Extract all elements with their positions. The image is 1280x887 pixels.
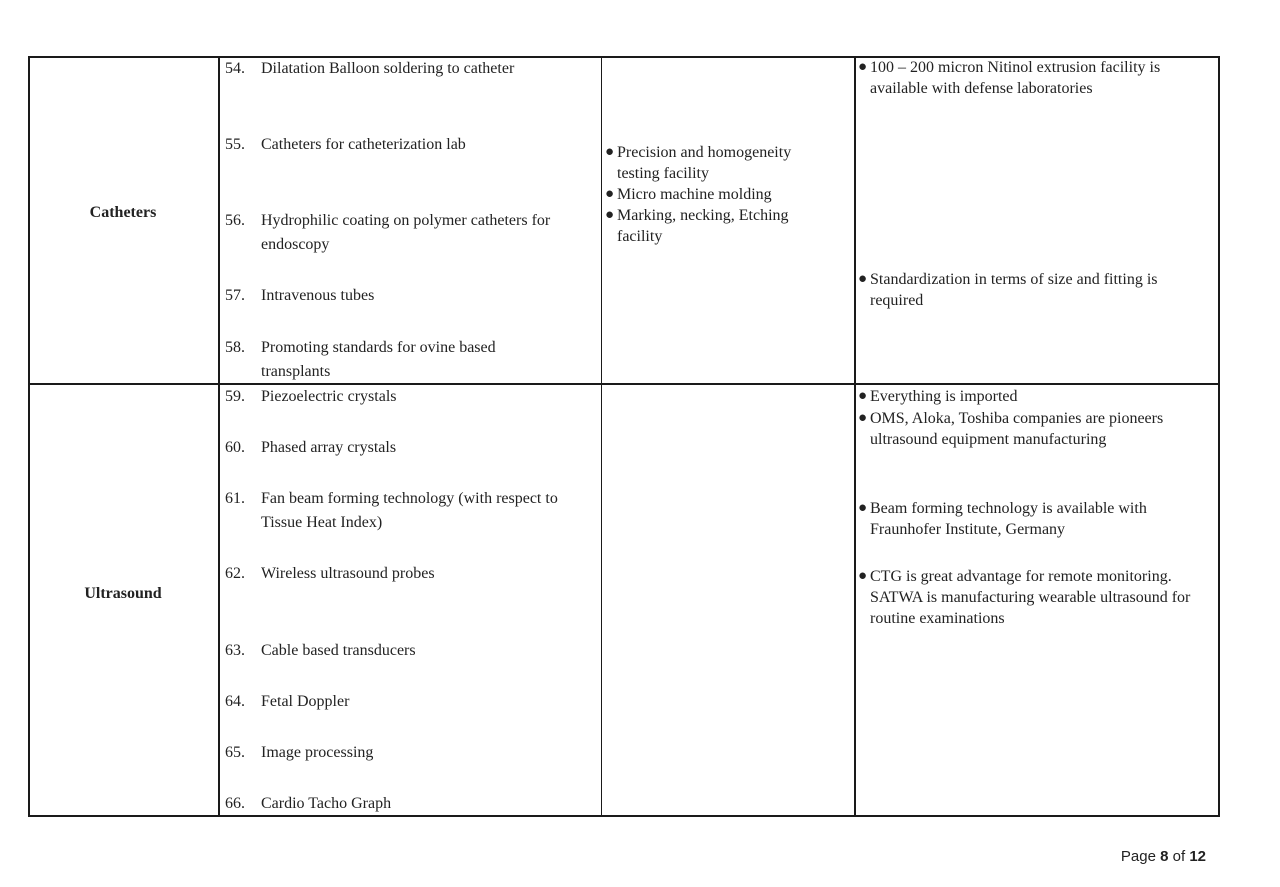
item-number: 57. [225, 287, 245, 304]
bullet-icon: ● [858, 59, 868, 75]
bullet-text: Everything is imported [870, 388, 1018, 405]
table-border-right [1218, 56, 1220, 817]
item-number: 55. [225, 136, 245, 153]
item-text: Image processing [261, 744, 374, 761]
item-number: 54. [225, 60, 245, 77]
bullet-text: OMS, Aloka, Toshiba companies are pioneers ultrasound equipment manufacturing [870, 410, 1164, 448]
item-number: 66. [225, 795, 245, 812]
column-divider-1 [218, 56, 220, 817]
total-pages: 12 [1189, 848, 1206, 865]
page-number [1121, 848, 1206, 865]
item-number: 64. [225, 693, 245, 710]
bullet-text: 100 – 200 micron Nitinol extrusion facility is available with defense laboratories [870, 59, 1161, 97]
item-text: Piezoelectric crystals [261, 388, 397, 405]
category-label: Ultrasound [84, 585, 162, 602]
item-text: Wireless ultrasound probes [261, 565, 435, 582]
item-text: Fan beam forming technology (with respect to Tissue Heat Index) [261, 490, 558, 531]
item-number: 65. [225, 744, 245, 761]
bullet-icon: ● [858, 568, 868, 584]
bullet-text: Beam forming technology is available with Fraunhofer Institute, Germany [870, 500, 1147, 538]
row-divider [28, 383, 1220, 385]
bullet-text: CTG is great advantage for remote monitoring. SATWA is manufacturing wearable ultrasound for routine examinations [870, 568, 1191, 627]
bullet-icon: ● [858, 271, 868, 287]
bullet-text: Standardization in terms of size and fitting is required [870, 271, 1158, 309]
item-text: Cable based transducers [261, 642, 416, 659]
item-text: Promoting standards for ovine based transplants [261, 339, 496, 380]
bullet-icon: ● [858, 388, 868, 404]
item-number: 58. [225, 339, 245, 356]
table-border-left [28, 56, 30, 817]
item-text: Cardio Tacho Graph [261, 795, 392, 812]
item-text: Fetal Doppler [261, 693, 350, 710]
item-number: 56. [225, 212, 245, 229]
page-middle: of [1168, 848, 1190, 865]
item-text: Intravenous tubes [261, 287, 375, 304]
item-text: Phased array crystals [261, 439, 397, 456]
bullet-icon: ● [858, 500, 868, 516]
column-divider-2 [601, 56, 602, 817]
table-border-bottom [28, 815, 1220, 817]
column-divider-3 [854, 56, 856, 817]
item-text: Dilatation Balloon soldering to catheter [261, 60, 515, 77]
page-prefix: Page [1120, 848, 1161, 865]
item-number: 59. [225, 388, 245, 405]
bullet-icon: ● [858, 410, 868, 426]
item-text: Catheters for catheterization lab [261, 136, 466, 153]
item-number: 63. [225, 642, 245, 659]
bullet-text: Micro machine molding [617, 186, 772, 203]
current-page: 8 [1160, 848, 1169, 865]
item-number: 60. [225, 439, 245, 456]
item-text: Hydrophilic coating on polymer catheters for endoscopy [261, 212, 551, 253]
bullet-icon: ● [605, 144, 615, 160]
bullet-text: Marking, necking, Etching facility [617, 207, 789, 245]
category-label: Catheters [89, 204, 157, 221]
bullet-icon: ● [605, 207, 615, 223]
bullet-icon: ● [605, 186, 615, 202]
item-number: 61. [225, 490, 245, 507]
item-number: 62. [225, 565, 245, 582]
bullet-text: Precision and homogeneity testing facility [617, 144, 792, 182]
